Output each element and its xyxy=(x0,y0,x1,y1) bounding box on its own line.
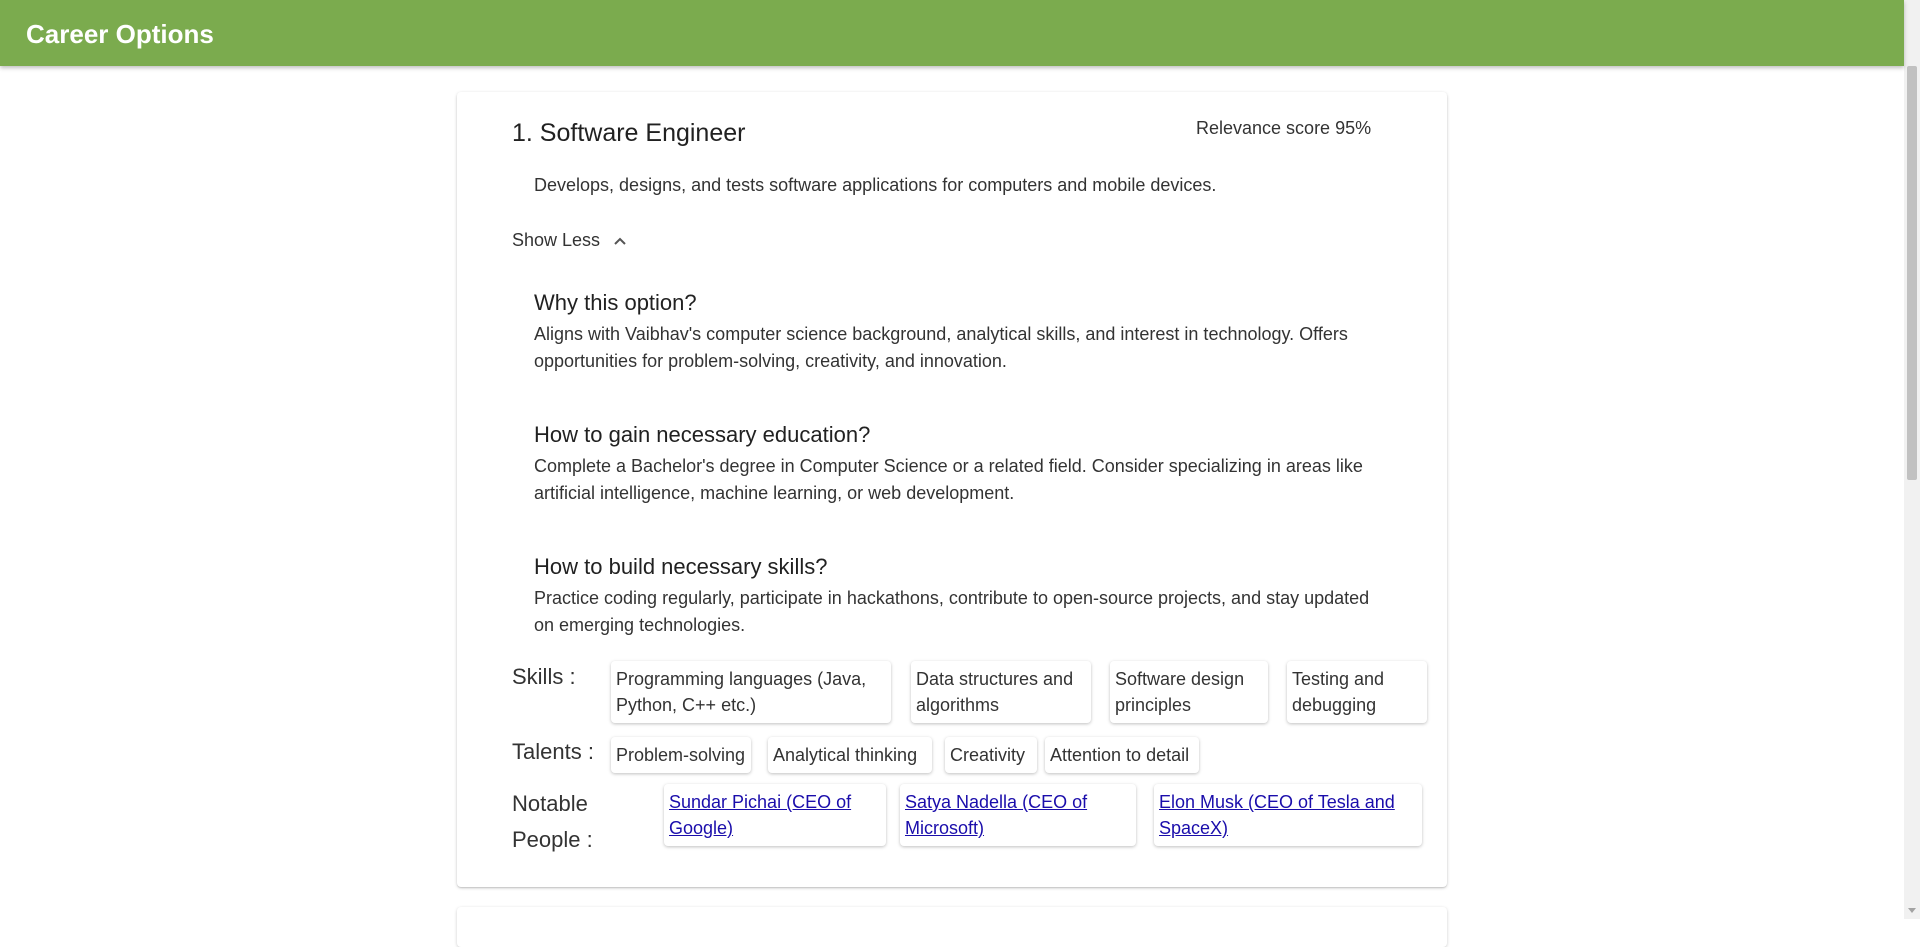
notable-label-line2: People : xyxy=(512,827,593,852)
talent-chip: Attention to detail xyxy=(1045,737,1199,773)
section-skills-build xyxy=(534,553,1384,639)
career-card xyxy=(457,92,1447,887)
section-body: Complete a Bachelor's degree in Computer Science or a related field. Consider specializing in areas like artificial intelligence, machine learning, or web development. xyxy=(534,456,1363,503)
vertical-scrollbar[interactable] xyxy=(1904,0,1920,919)
skill-chip: Programming languages (Java, Python, C++ etc.) xyxy=(611,661,891,723)
skills-label: Skills : xyxy=(512,664,576,689)
talent-chip: Creativity xyxy=(945,737,1037,773)
chevron-up-icon xyxy=(612,233,628,249)
person-chip xyxy=(664,784,886,846)
section-body: Practice coding regularly, participate in hackathons, contribute to open-source projects, and stay updated on emerging technologies. xyxy=(534,588,1370,635)
section-heading: How to gain necessary education? xyxy=(534,422,871,447)
scroll-down-arrow-icon[interactable] xyxy=(1908,908,1916,913)
skill-chip: Data structures and algorithms xyxy=(911,661,1091,723)
talent-chip: Problem-solving xyxy=(611,737,751,773)
person-chip xyxy=(900,784,1136,846)
notable-people-label xyxy=(512,786,593,858)
next-career-card xyxy=(457,907,1447,947)
app-bar xyxy=(0,0,1904,66)
section-education xyxy=(534,421,1384,507)
career-description: Develops, designs, and tests software applications for computers and mobile devices. xyxy=(534,175,1217,195)
scroll-thumb[interactable] xyxy=(1907,66,1917,480)
section-body: Aligns with Vaibhav's computer science background, analytical skills, and interest in technology. Offers opportunities for problem-solving, creativity, and innovation. xyxy=(534,324,1348,371)
person-chip xyxy=(1154,784,1422,846)
show-less-toggle[interactable] xyxy=(512,230,628,251)
skill-chip: Testing and debugging xyxy=(1287,661,1427,723)
relevance-score: Relevance score 95% xyxy=(1196,118,1372,138)
notable-label-line1: Notable xyxy=(512,791,588,816)
section-heading: Why this option? xyxy=(534,290,697,315)
section-why xyxy=(534,289,1384,375)
talents-label: Talents : xyxy=(512,739,594,764)
person-link-elon-musk[interactable]: Elon Musk (CEO of Tesla and SpaceX) xyxy=(1159,792,1395,838)
person-link-sundar-pichai[interactable]: Sundar Pichai (CEO of Google) xyxy=(669,792,852,838)
section-heading: How to build necessary skills? xyxy=(534,554,828,579)
talent-chip: Analytical thinking xyxy=(768,737,932,773)
career-title: 1. Software Engineer xyxy=(512,119,746,147)
page-title: Career Options xyxy=(26,19,214,49)
show-less-label: Show Less xyxy=(512,230,601,250)
skill-chip: Software design principles xyxy=(1110,661,1268,723)
person-link-satya-nadella[interactable]: Satya Nadella (CEO of Microsoft) xyxy=(905,792,1088,838)
